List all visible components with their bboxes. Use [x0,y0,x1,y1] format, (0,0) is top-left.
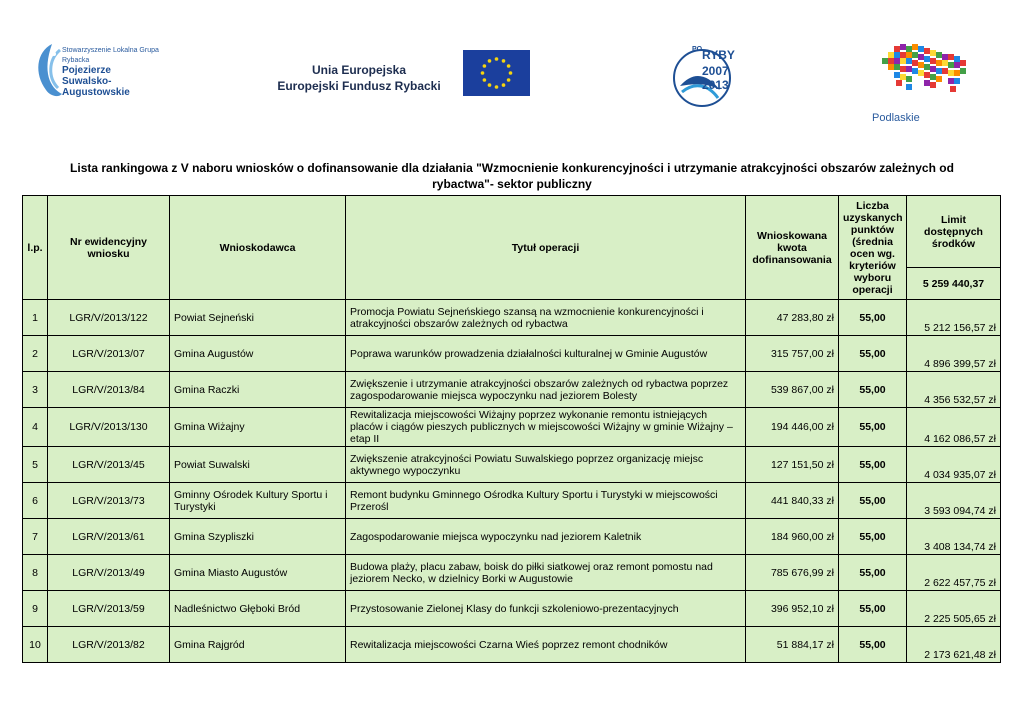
cell-lp: 6 [23,483,48,519]
table-row [23,627,1001,663]
cell-limit: 4 356 532,57 zł [907,372,1001,408]
table-row [23,483,1001,519]
cell-nr: LGR/V/2013/122 [48,300,170,336]
cell-points: 55,00 [839,519,907,555]
page-title: Lista rankingowa z V naboru wniosków o dofinansowanie dla działania "Wzmocnienie konkurencyjności i utrzymanie atrakcyjności obszarów zależnych od rybactwa"- sektor publiczny [70,161,954,191]
cell-lp: 4 [23,408,48,447]
ryby-top: PO [692,46,703,53]
cell-limit: 2 622 457,75 zł [907,555,1001,591]
cell-points: 55,00 [839,447,907,483]
col-header-nr: Nr ewidencyjny wniosku [48,196,170,300]
cell-points: 55,00 [839,300,907,336]
cell-points: 55,00 [839,336,907,372]
col-header-lp: l.p. [23,196,48,300]
cell-title: Promocja Powiatu Sejneńskiego szansą na wzmocnienie konkurencyjności i atrakcyjności obszarów zależnych od rybactwa [346,300,746,336]
cell-title: Rewitalizacja miejscowości Wiżajny poprzez wykonanie remontu istniejących placów i ciągów pieszych publicznych w miejscowości Wiżajny w gminie Wiżajny – etap II [346,408,746,447]
cell-title: Zwiększenie i utrzymanie atrakcyjności obszarów zależnych od rybactwa poprzez zagospodarowanie miejsca wypoczynku nad jeziorem Bolesty [346,372,746,408]
cell-applicant: Gminny Ośrodek Kultury Sportu i Turystyki [170,483,346,519]
cell-title: Poprawa warunków prowadzenia działalności kulturalnej w Gminie Augustów [346,336,746,372]
lgr-logo [32,38,162,108]
lgr-logo-text [62,46,162,99]
cell-applicant: Gmina Miasto Augustów [170,555,346,591]
table-row [23,372,1001,408]
eu-logo-text [274,62,444,94]
ryby-years2: 2013 [702,78,729,92]
cell-limit: 4 896 399,57 zł [907,336,1001,372]
lgr-line3: Suwalsko-Augustowskie [62,76,130,98]
cell-applicant: Gmina Wiżajny [170,408,346,447]
cell-points: 55,00 [839,555,907,591]
cell-amount: 127 151,50 zł [746,447,839,483]
table-row [23,591,1001,627]
cell-points: 55,00 [839,627,907,663]
cell-lp: 3 [23,372,48,408]
cell-amount: 315 757,00 zł [746,336,839,372]
cell-title: Zwiększenie atrakcyjności Powiatu Suwalskiego poprzez organizację miejsc aktywnego wypoczynku [346,447,746,483]
cell-applicant: Powiat Sejneński [170,300,346,336]
cell-lp: 9 [23,591,48,627]
col-header-points: Liczba uzyskanych punktów (średnia ocen wg. kryteriów wyboru operacji [839,196,907,300]
cell-limit: 4 162 086,57 zł [907,408,1001,447]
table-row [23,519,1001,555]
lgr-line2: Pojezierze [62,65,111,76]
cell-title: Rewitalizacja miejscowości Czarna Wieś poprzez remont chodników [346,627,746,663]
cell-amount: 47 283,80 zł [746,300,839,336]
cell-lp: 2 [23,336,48,372]
col-header-amount: Wnioskowana kwota dofinansowania [746,196,839,300]
cell-lp: 10 [23,627,48,663]
table-body [23,300,1001,663]
cell-limit: 5 212 156,57 zł [907,300,1001,336]
ranking-table [22,195,1001,663]
cell-points: 55,00 [839,591,907,627]
cell-points: 55,00 [839,372,907,408]
cell-nr: LGR/V/2013/49 [48,555,170,591]
col-header-title: Tytuł operacji [346,196,746,300]
eu-line1: Unia Europejska [311,63,407,77]
ryby-years1: 2007 [702,64,729,78]
cell-amount: 441 840,33 zł [746,483,839,519]
cell-lp: 1 [23,300,48,336]
table-row [23,300,1001,336]
cell-limit: 3 408 134,74 zł [907,519,1001,555]
cell-nr: LGR/V/2013/82 [48,627,170,663]
cell-nr: LGR/V/2013/84 [48,372,170,408]
cell-amount: 194 446,00 zł [746,408,839,447]
logo-bar [0,34,1024,124]
col-header-applicant: Wnioskodawca [170,196,346,300]
eu-line2: Europejski Fundusz Rybacki [277,79,441,93]
table-row [23,336,1001,372]
lgr-line1: Stowarzyszenie Lokalna Grupa Rybacka [62,47,159,64]
table-row [23,408,1001,447]
podlaskie-logo [866,40,976,130]
eu-flag-icon [463,50,530,96]
cell-points: 55,00 [839,483,907,519]
cell-nr: LGR/V/2013/130 [48,408,170,447]
ryby-word: RYBY [702,48,735,62]
cell-applicant: Gmina Szypliszki [170,519,346,555]
cell-title: Remont budynku Gminnego Ośrodka Kultury Sportu i Turystyki w miejscowości Przerośl [346,483,746,519]
cell-points: 55,00 [839,408,907,447]
cell-amount: 539 867,00 zł [746,372,839,408]
header-row [23,196,1001,268]
table-row [23,555,1001,591]
cell-amount: 51 884,17 zł [746,627,839,663]
cell-nr: LGR/V/2013/61 [48,519,170,555]
cell-nr: LGR/V/2013/73 [48,483,170,519]
cell-title: Zagospodarowanie miejsca wypoczynku nad jeziorem Kaletnik [346,519,746,555]
cell-nr: LGR/V/2013/59 [48,591,170,627]
cell-nr: LGR/V/2013/45 [48,447,170,483]
cell-lp: 7 [23,519,48,555]
cell-limit: 3 593 094,74 zł [907,483,1001,519]
limit-total-value: 5 259 440,37 [907,268,1001,300]
cell-title: Przystosowanie Zielonej Klasy do funkcji szkoleniowo-prezentacyjnych [346,591,746,627]
cell-lp: 5 [23,447,48,483]
cell-amount: 396 952,10 zł [746,591,839,627]
cell-limit: 4 034 935,07 zł [907,447,1001,483]
cell-applicant: Nadleśnictwo Głęboki Bród [170,591,346,627]
cell-applicant: Gmina Raczki [170,372,346,408]
cell-title: Budowa plaży, placu zabaw, boisk do piłki siatkowej oraz remont pomostu nad jeziorem Necko, w dzielnicy Borki w Augustowie [346,555,746,591]
cell-lp: 8 [23,555,48,591]
cell-limit: 2 225 505,65 zł [907,591,1001,627]
cell-amount: 785 676,99 zł [746,555,839,591]
col-header-limit: Limit dostępnych środków [907,196,1001,268]
cell-nr: LGR/V/2013/07 [48,336,170,372]
bison-icon [866,40,976,110]
cell-applicant: Gmina Rajgród [170,627,346,663]
cell-limit: 2 173 621,48 zł [907,627,1001,663]
cell-applicant: Powiat Suwalski [170,447,346,483]
po-ryby-logo [672,42,736,116]
podlaskie-label: Podlaskie [872,112,920,124]
table-row [23,447,1001,483]
cell-amount: 184 960,00 zł [746,519,839,555]
cell-applicant: Gmina Augustów [170,336,346,372]
